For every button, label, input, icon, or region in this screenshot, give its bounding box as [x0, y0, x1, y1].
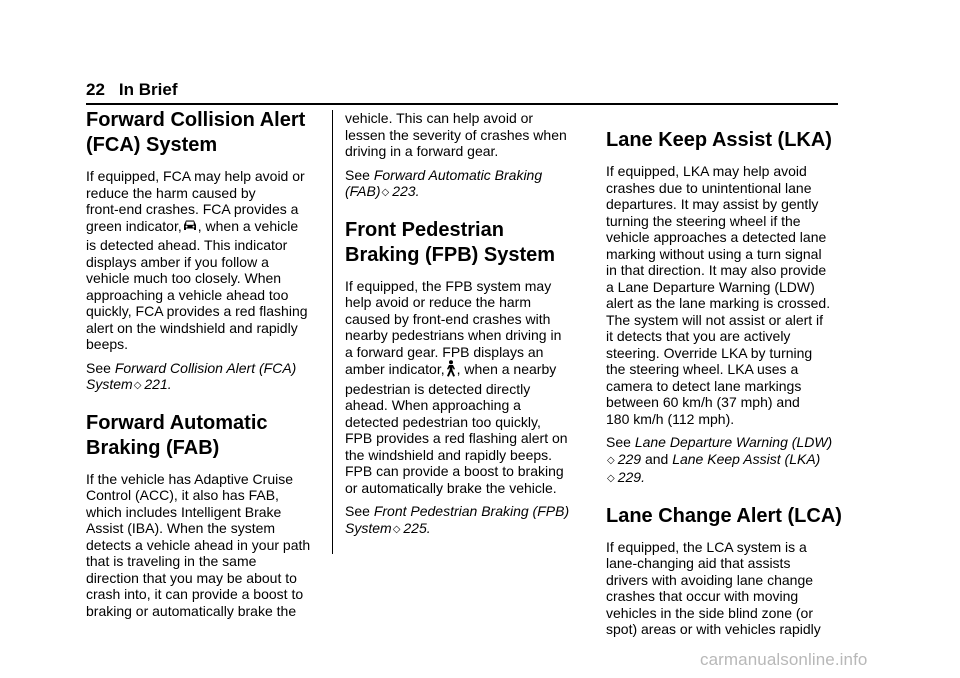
fca-ref-page[interactable]: 221 [144, 376, 168, 392]
fab-paragraph: If the vehicle has Adaptive Cruise Control (ACC), it also has FAB, which includes Intelligent Brake Assist (IBA). When the system detects a vehicle ahead in your path that is traveling in the same direction that you may be about to crash into, it can provide a boost to braking or automatically brake the [86, 470, 311, 619]
fca-paragraph [86, 168, 322, 353]
lka-paragraph: If equipped, LKA may help avoid crashes due to unintentional lane departures. It may assist by gently turning the steering wheel if the vehicle approaches a detected lane marking without using a turn signal in that direction. It may also provide a Lane Departure Warning (LDW) alert as the lane marking is crossed. The system will not assist or alert if it detects that you are actively steering. Override LKA by turning the steering wheel. LKA uses a camera to detect lane markings between 60 km/h (37 mph) and 180 km/h (112 mph). [606, 163, 831, 427]
see-prefix: See [606, 434, 635, 450]
fca-text-b: , when a vehicle is detected ahead. This indicator displays amber if you follow a vehicle much too closely. When approaching a vehicle ahead too quickly, FCA provides a red flashing alert on the windshield and rapidly beeps. [86, 217, 308, 352]
fca-ref-link[interactable]: Forward Collision Alert (FCA) System [86, 359, 297, 392]
fca-heading: Forward Collision Alert (FCA) System [86, 109, 306, 156]
lka-see-reference: See Lane Departure Warning (LDW) ◇ 229 and Lane Keep Assist (LKA) ◇ 229. [606, 434, 842, 488]
see-prefix: See [345, 503, 374, 519]
fab-ref-page[interactable]: 223 [392, 183, 416, 199]
fpb-text-a: If equipped, the FPB system may help avoid or reduce the harm caused by front-end crashes with nearby pedestrians when driving in a forward gear. FPB displays an amber indicator, [345, 277, 562, 377]
pedestrian-icon [445, 360, 457, 381]
fpb-paragraph [345, 278, 583, 497]
lka-ref-page[interactable]: 229 [617, 469, 642, 485]
lca-paragraph: If equipped, the LCA system is a lane-changing aid that assists drivers with avoiding lane change crashes that occur with moving vehicles in the side blind zone (or spot) areas or with vehicles rapidly [606, 538, 821, 637]
section-title: In Brief [118, 80, 178, 99]
lka-heading: Lane Keep Assist (LKA) [606, 129, 832, 151]
fab-ref-link[interactable]: Forward Automatic Braking (FAB) [345, 166, 543, 199]
page-reference-arrow-icon: ◇ [607, 473, 615, 484]
see-prefix: See [86, 359, 115, 376]
fpb-heading: Front Pedestrian Braking (FPB) System [345, 218, 556, 266]
ldw-ref-page[interactable]: 229 [617, 450, 642, 467]
page-number: 22 [86, 80, 105, 99]
column-2 [345, 110, 583, 545]
column-3 [606, 108, 842, 645]
page-header [86, 80, 177, 100]
fca-text-a: If equipped, FCA may help avoid or reduce the harm caused by front-end crashes. FCA provides a green indicator, [86, 168, 305, 234]
page-reference-arrow-icon: ◇ [607, 454, 615, 466]
lka-ref-link[interactable]: Lane Keep Assist (LKA) [672, 450, 821, 467]
fca-see-reference: See Forward Collision Alert (FCA) System◇ 221. [86, 360, 322, 395]
page-reference-arrow-icon: ◇ [381, 187, 390, 198]
fab-paragraph-cont: vehicle. This can help avoid or lessen the severity of crashes when driving in a forward gear. [345, 110, 567, 159]
column-1 [86, 108, 322, 626]
fpb-text-b: , when a nearby pedestrian is detected directly ahead. When approaching a detected pedestrian too quickly, FPB provides a red flashing alert on the windshield and rapidly beeps. FPB can provide a boost to braking or automatically brake the vehicle. [345, 361, 568, 496]
header-divider [86, 103, 838, 105]
vehicle-ahead-icon [182, 218, 198, 238]
ldw-ref-link[interactable]: Lane Departure Warning (LDW) [634, 434, 833, 450]
fpb-ref-page[interactable]: 225 [403, 519, 427, 536]
page-reference-arrow-icon: ◇ [133, 380, 142, 391]
fpb-ref-link[interactable]: Front Pedestrian Braking (FPB) System [345, 503, 570, 536]
fpb-see-reference: See Front Pedestrian Braking (FPB) System◇ 225. [345, 503, 583, 538]
see-prefix: See [345, 166, 374, 183]
watermark: carmanualsonline.info [700, 650, 868, 669]
column-divider [332, 110, 333, 554]
fab-heading: Forward Automatic Braking (FAB) [86, 411, 268, 459]
page-reference-arrow-icon: ◇ [392, 523, 401, 535]
lca-heading: Lane Change Alert (LCA) [606, 504, 842, 527]
see-and: and [641, 450, 673, 467]
fab-see-reference: See Forward Automatic Braking (FAB)◇ 223. [345, 167, 583, 202]
